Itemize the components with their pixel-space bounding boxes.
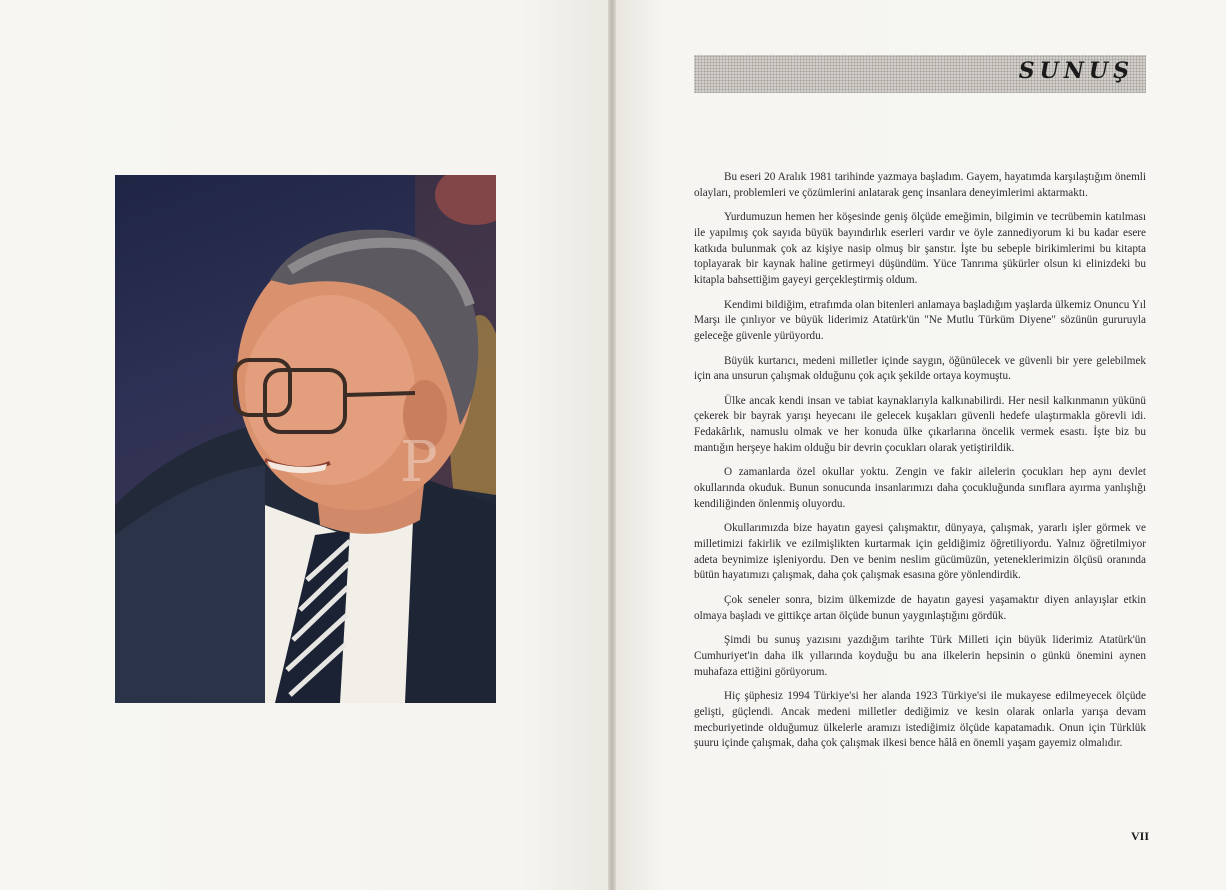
paragraph: Okullarımızda bize hayatın gayesi çalışmaktır, dünyaya, çalışmak, yararlı işler görmek ve milletimizi fakirlik ve ezilmişlikten kurtarmak için geldiğimiz öğretiliyordu. Yalnız öğretilmiyor adeta beynimize işleniyordu. Den ve benim neslim gücümüzün, yeteneklerimizin ölçüsü oranında bütün hayatımızı çalışmak, daha çok çalışmak esasına göre yönlendirdik. (694, 522, 1146, 582)
paragraph: Bu eseri 20 Aralık 1981 tarihinde yazmaya başladım. Gayem, hayatımda karşılaştığım önemli olayları, problemleri ve çözümlerini anlatarak genç insanlara deneyimlerimi aktarmaktı. (694, 171, 1146, 199)
paragraph: Çok seneler sonra, bizim ülkemizde de hayatın gayesi yaşamaktır diyen anlayışlar etkin olmaya başladı ve gittikçe artan ölçüde bunun yaygınlaştığını gördük. (694, 593, 1146, 622)
paragraph: Şimdi bu sunuş yazısını yazdığım tarihte Türk Milleti için büyük liderimiz Atatürk'ün Cumhuriyet'in daha ilk yıllarında koyduğu bu ana ilkelerin hepsinin o günkü önemini aynen muhafaza ettiğini görüyorum. (694, 634, 1146, 678)
page-number: VII (1131, 829, 1150, 843)
portrait-photo (115, 175, 496, 703)
paragraph: O zamanlarda özel okullar yoktu. Zengin ve fakir ailelerin çocukları hep aynı devlet okullarında okuduk. Bunun sonucunda insanlarımızı daha çocukluğunda sınıflara ayırma yanlışlığı kendiliğinden önlenmiş oluyordu. (694, 466, 1146, 510)
paragraph: Ülke ancak kendi insan ve tabiat kaynaklarıyla kalkınabilirdi. Her nesil kalkınmanın yükünü çekerek bir bayrak yarışı heyecanı ile gelecek kuşakları güvenli hedefe ulaştırmakla görevli idi. Fedakârlık, namuslu olmak ve her konuda ülke çıkarlarına öncelik vermek esastı. İşte biz bu mantığın herşeye hakim olduğu bir devrin çocukları olarak yetiştirildik. (694, 394, 1146, 454)
preface-body (694, 170, 1146, 761)
book-gutter (608, 0, 616, 890)
paragraph: Hiç şüphesiz 1994 Türkiye'si her alanda 1923 Türkiye'si ile mukayese edilmeyecek ölçüde gelişti, güçlendi. Ancak medeni milletler dediğimiz ve kesin olarak onlarla yarışa devam mecburiyetinde olduğumuz ülkelerle aramızı istediğimiz ölçüde kapatamadık. Onun için Türklük şuuru içinde çalışmak, daha çok çalışmak ilkesi bence hâlâ en önemli yaşam gayemiz olmalıdır. (694, 690, 1146, 750)
left-page (0, 0, 612, 890)
paragraph: Büyük kurtarıcı, medeni milletler içinde saygın, öğünülecek ve güvenli bir yere gelebilmek için ana unsurun çalışmak olduğunu çok açık şekilde ortaya koymuştu. (694, 354, 1146, 383)
paragraph: Kendimi bildiğim, etrafımda olan bitenleri anlamaya başladığım yaşlarda ülkemiz Onuncu Yıl Marşı ile çınlıyor ve büyük liderimiz Atatürk'ün "Ne Mutlu Türküm Diyene" sözünün gururuyla geleceğe güvenle yürüyordu. (694, 298, 1146, 342)
portrait-illustration (115, 175, 496, 703)
page-title: SUNUŞ (1018, 58, 1134, 84)
watermark-text: P (400, 430, 438, 495)
title-banner (694, 55, 1146, 93)
paragraph: Yurdumuzun hemen her köşesinde geniş ölçüde emeğimin, bilgimin ve tecrübemin katılması ile yapılmış çok sayıda büyük bayındırlık eserleri vardır ve öyle zannediyorum ki bu kadar esere katkıda bulunmak çok az kişiye nasip olmuş bir şanstır. İşte bu sebeple birikimlerimi bu kitapta toplayarak bir kaynak haline getirmeyi düşündüm. Yüce Tanrıma şükürler olsun ki elinizdeki bu kitapla bahsettiğim gayeyi gerçekleştirmiş oldum. (694, 211, 1146, 286)
